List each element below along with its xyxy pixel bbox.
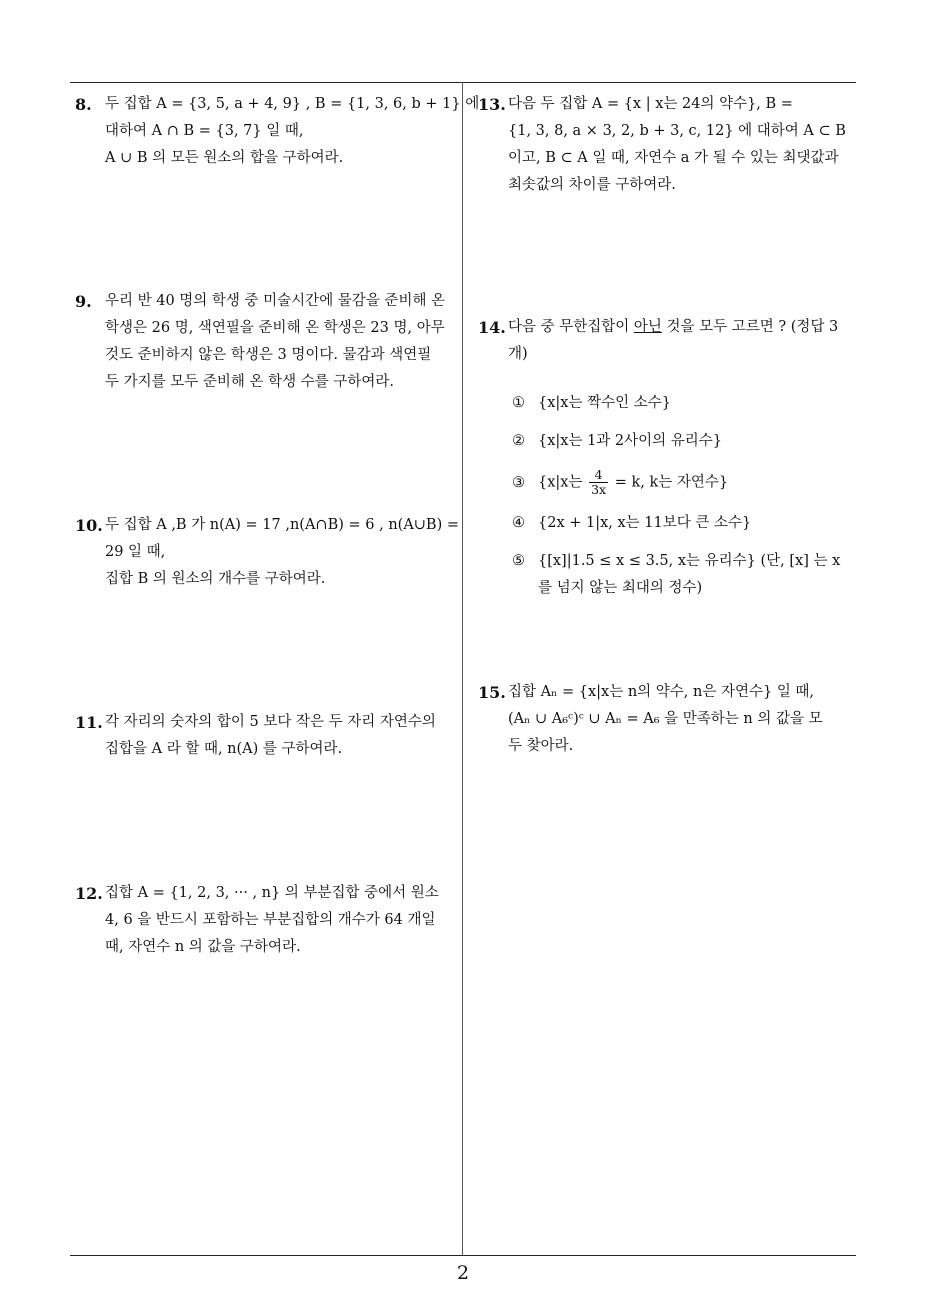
problem-10 <box>75 512 460 593</box>
problem-line: 최솟값의 차이를 구하여라. <box>508 177 676 193</box>
problem-number: 10. <box>75 516 103 535</box>
option-1 <box>512 390 671 417</box>
bottom-rule <box>70 1255 856 1256</box>
problem-line: 집합을 A 라 할 때, n(A) 를 구하여라. <box>105 741 343 757</box>
problem-number: 13. <box>478 95 506 114</box>
problem-line: (Aₙ ∪ A₆ᶜ)ᶜ ∪ Aₙ = A₆ 을 만족하는 n 의 값을 모 <box>508 711 823 727</box>
option-3 <box>512 468 728 497</box>
problem-line: 29 일 때, <box>105 544 166 560</box>
fraction-numerator: 4 <box>589 468 608 483</box>
problem-line: 때, 자연수 n 의 값을 구하여라. <box>105 939 301 955</box>
option-5-continuation: 를 넘지 않는 최대의 정수) <box>538 580 703 596</box>
option-mark: ④ <box>512 515 525 531</box>
underlined-word: 아닌 <box>633 319 662 335</box>
problem-line: 각 자리의 숫자의 합이 5 보다 작은 두 자리 자연수의 <box>105 714 436 730</box>
option-5 <box>512 548 840 575</box>
problem-text: 다음 중 무한집합이 <box>508 319 634 335</box>
problem-number: 15. <box>478 683 506 702</box>
option-text: {x|x는 1과 2사이의 유리수} <box>538 433 723 449</box>
problem-12 <box>75 880 457 961</box>
problem-line: 두 찾아라. <box>508 738 574 754</box>
problem-9 <box>75 288 457 396</box>
problem-number: 12. <box>75 884 103 903</box>
problem-line: 개) <box>508 346 528 362</box>
option-text-part: = k, k는 자연수} <box>610 474 729 491</box>
problem-15 <box>478 679 858 760</box>
option-text: {x|x는 짝수인 소수} <box>538 395 671 411</box>
fraction-denominator: 3x <box>591 482 607 497</box>
answer-options <box>512 390 862 610</box>
problem-line: 4, 6 을 반드시 포함하는 부분집합의 개수가 64 개일 <box>105 912 436 928</box>
problem-line: 우리 반 40 명의 학생 중 미술시간에 물감을 준비해 온 <box>105 293 446 309</box>
problem-number: 9. <box>75 292 92 311</box>
problem-line: 학생은 26 명, 색연필을 준비해 온 학생은 23 명, 아무 <box>105 320 445 336</box>
problem-line: 이고, B ⊂ A 일 때, 자연수 a 가 될 수 있는 최댓값과 <box>508 150 839 166</box>
problem-line: 두 집합 A ,B 가 n(A) = 17 ,n(A∩B) = 6 , n(A∪B) = <box>105 517 460 533</box>
problem-8 <box>75 91 480 172</box>
top-rule <box>70 82 856 83</box>
option-text: {2x + 1|x, x는 11보다 큰 소수} <box>538 515 752 531</box>
problem-line: 다음 두 집합 A = {x | x는 24의 약수}, B = <box>508 96 793 112</box>
problem-line <box>508 314 858 341</box>
option-mark: ③ <box>512 474 525 491</box>
option-text: {[x]|1.5 ≤ x ≤ 3.5, x는 유리수} (단, [x] 는 x <box>538 553 841 569</box>
page-number: 2 <box>456 1262 470 1284</box>
option-text <box>538 468 728 497</box>
problem-line: 것도 준비하지 않은 학생은 3 명이다. 물감과 색연필 <box>105 347 432 363</box>
option-text-part: {x|x는 <box>538 474 588 491</box>
problem-line: 두 집합 A = {3, 5, a + 4, 9} , B = {1, 3, 6, b + 1} 에 <box>105 96 480 112</box>
problem-14 <box>478 314 858 368</box>
option-2 <box>512 428 722 455</box>
problem-13 <box>478 91 858 199</box>
problem-number: 11. <box>75 713 103 732</box>
problem-number: 8. <box>75 95 92 114</box>
problem-number: 14. <box>478 318 506 337</box>
fraction <box>589 468 608 497</box>
option-mark: ② <box>512 433 525 449</box>
problem-line: 집합 A = {1, 2, 3, ··· , n} 의 부분집합 중에서 원소 <box>105 885 439 901</box>
problem-line: 집합 B 의 원소의 개수를 구하여라. <box>105 571 326 587</box>
option-4 <box>512 510 751 537</box>
column-divider <box>462 82 463 1255</box>
problem-line: 대하여 A ∩ B = {3, 7} 일 때, <box>105 123 304 139</box>
problem-text: 것을 모두 고르면 ? (정답 3 <box>661 319 839 335</box>
problem-line: 집합 Aₙ = {x|x는 n의 약수, n은 자연수} 일 때, <box>508 684 815 700</box>
option-mark: ① <box>512 395 525 411</box>
problem-line: A ∪ B 의 모든 원소의 합을 구하여라. <box>105 150 344 166</box>
problem-11 <box>75 709 457 763</box>
problem-line: {1, 3, 8, a × 3, 2, b + 3, c, 12} 에 대하여 A ⊂ B <box>508 123 846 139</box>
option-mark: ⑤ <box>512 553 525 569</box>
problem-line: 두 가지를 모두 준비해 온 학생 수를 구하여라. <box>105 374 394 390</box>
